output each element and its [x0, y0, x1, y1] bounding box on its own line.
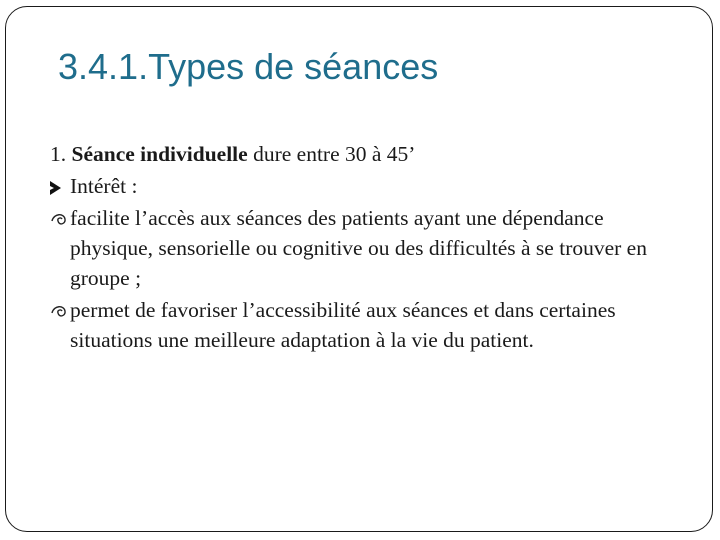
swirl-bullet-icon	[50, 203, 68, 233]
heading-bold-text: Séance individuelle	[71, 142, 248, 166]
heading-number: 1.	[50, 142, 67, 166]
session-heading	[50, 139, 670, 169]
list-item	[50, 203, 670, 293]
heading-rest: dure entre 30 à 45’	[247, 142, 416, 166]
list-item	[50, 295, 670, 355]
interest-row	[50, 171, 670, 201]
arrow-bullet-icon	[50, 171, 61, 201]
slide-frame	[5, 6, 713, 532]
list-item-text: facilite l’accès aux séances des patients ayant une dépendance physique, sensorielle ou cognitive ou des difficultés à se trouver en groupe ;	[70, 206, 647, 290]
slide-title: 3.4.1.Types de séances	[58, 46, 439, 87]
interest-label: Intérêt :	[70, 174, 138, 198]
slide-content	[50, 139, 670, 357]
list-item-text: permet de favoriser l’accessibilité aux séances et dans certaines situations une meilleure adaptation à la vie du patient.	[70, 298, 616, 352]
swirl-bullet-icon	[50, 295, 68, 325]
